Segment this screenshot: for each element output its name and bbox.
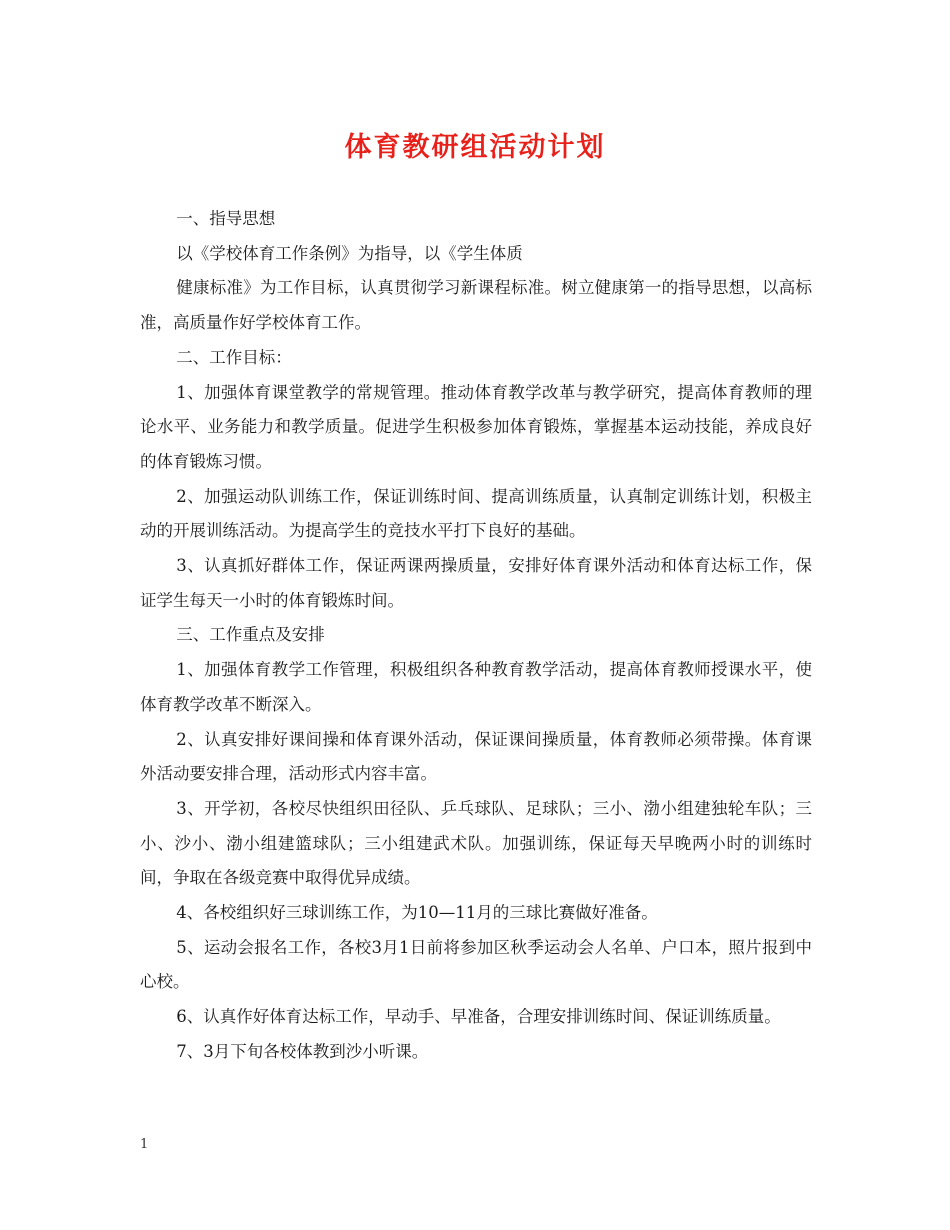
section-heading-goals: 二、工作目标： (176, 347, 292, 367)
paragraph-priority-1: 1、加强体育教学工作管理，积极组织各种教育教学活动，提高体育教师授课水平，使体育教学改革不断深入。 (140, 660, 812, 714)
paragraph-priority-6: 6、认真作好体育达标工作，早动手、早准备，合理安排训练时间、保证训练质量。 (176, 1007, 781, 1027)
document-body (140, 202, 812, 1070)
page-number: 1 (140, 1137, 149, 1152)
document-title: 体育教研组活动计划 (344, 132, 606, 163)
paragraph-priority-2: 2、认真安排好课间操和体育课外活动，保证课间操质量，体育教师必须带操。体育课外活动要安排合理，活动形式内容丰富。 (140, 729, 812, 784)
section-heading-priorities: 三、工作重点及安排 (176, 625, 325, 645)
paragraph-goal-2: 2、加强运动队训练工作，保证训练时间、提高训练质量，认真制定训练计划，积极主动的开展训练活动。为提高学生的竞技水平打下良好的基础。 (140, 486, 812, 541)
paragraph-priority-3: 3、开学初，各校尽快组织田径队、乒乓球队、足球队；三小、渤小组建独轮车队；三小、沙小、渤小组建篮球队；三小组建武术队。加强训练，保证每天早晚两小时的训练时间，争取在各级竞赛中取得优异成绩。 (140, 798, 812, 888)
paragraph-goal-1: 1、加强体育课堂教学的常规管理。推动体育教学改革与教学研究，提高体育教师的理论水平、业务能力和教学质量。促进学生积极参加体育锻炼，掌握基本运动技能，养成良好的体育锻炼习惯。 (140, 382, 812, 471)
paragraph-priority-4: 4、各校组织好三球训练工作，为10—11月的三球比赛做好准备。 (176, 903, 658, 923)
paragraph-priority-5: 5、运动会报名工作，各校3月1日前将参加区秋季运动会人名单、户口本，照片报到中心校。 (140, 937, 812, 992)
paragraph-guiding-1: 以《学校体育工作条例》为指导，以《学生体质 (176, 243, 523, 263)
paragraph-guiding-2: 健康标准》为工作目标，认真贯彻学习新课程标准。树立健康第一的指导思想，以高标准，高质量作好学校体育工作。 (140, 278, 812, 333)
section-heading-guiding-thought: 一、指导思想 (176, 209, 276, 228)
paragraph-priority-7: 7、3月下旬各校体教到沙小听课。 (176, 1041, 429, 1061)
paragraph-goal-3: 3、认真抓好群体工作，保证两课两操质量，安排好体育课外活动和体育达标工作，保证学生每天一小时的体育锻炼时间。 (140, 556, 812, 610)
